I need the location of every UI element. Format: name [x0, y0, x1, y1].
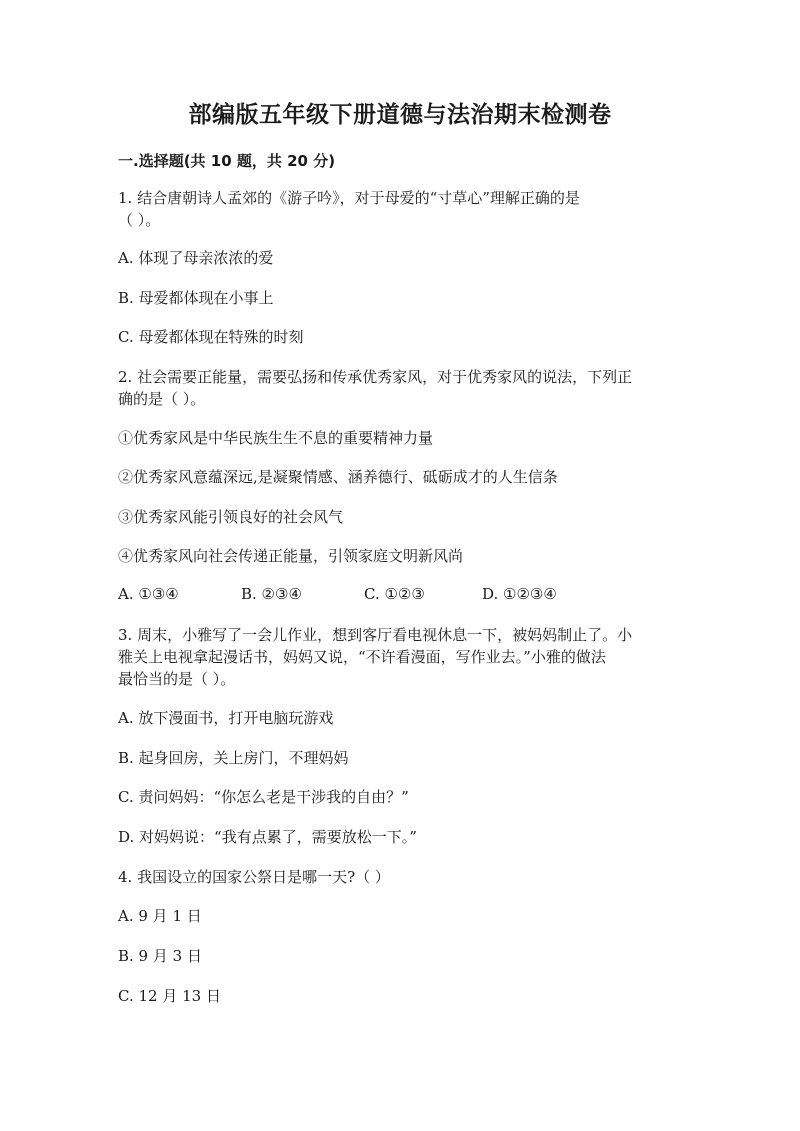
question-2-statement-1: ①优秀家风是中华民族生生不息的重要精神力量 — [118, 429, 434, 447]
question-3-stem-line-3: 最恰当的是（ ）。 — [118, 670, 236, 688]
question-4-option-b: B. 9 月 3 日 — [118, 947, 202, 965]
question-1-stem-line-1: 1. 结合唐朝诗人孟郊的《游子吟》，对于母爱的“寸草心”理解正确的是 — [118, 189, 580, 207]
question-3-option-b: B. 起身回房，关上房门，不理妈妈 — [118, 749, 349, 767]
question-3-option-a: A. 放下漫面书，打开电脑玩游戏 — [118, 709, 334, 727]
question-2-option-d: D. ①②③④ — [482, 585, 557, 603]
question-2-stem-line-2: 确的是（ ）。 — [118, 390, 206, 408]
question-2-statement-3: ③优秀家风能引领良好的社会风气 — [118, 508, 344, 526]
question-2-option-b: B. ②③④ — [241, 585, 302, 603]
question-1-option-a: A. 体现了母亲浓浓的爱 — [118, 249, 274, 267]
question-2-options-row — [118, 585, 688, 607]
question-2-statement-4: ④优秀家风向社会传递正能量，引领家庭文明新风尚 — [118, 547, 464, 565]
question-2-stem-line-1: 2. 社会需要正能量，需要弘扬和传承优秀家风，对于优秀家风的说法，下列正 — [118, 368, 633, 386]
section-heading: 一.选择题(共 10 题，共 20 分) — [118, 152, 336, 170]
question-1-option-b: B. 母爱都体现在小事上 — [118, 289, 274, 307]
question-2-statement-2: ②优秀家风意蕴深远,是凝聚情感、涵养德行、砥砺成才的人生信条 — [118, 468, 558, 486]
question-4-option-a: A. 9 月 1 日 — [118, 907, 202, 925]
page-title: 部编版五年级下册道德与法治期末检测卷 — [188, 102, 612, 128]
question-1-option-c: C. 母爱都体现在特殊的时刻 — [118, 328, 304, 346]
question-3-option-c: C. 责问妈妈：“你怎么老是干涉我的自由？” — [118, 788, 409, 806]
question-2-option-a: A. ①③④ — [118, 585, 179, 603]
question-1-stem-line-2: （ ）。 — [118, 211, 161, 229]
question-3-stem-line-1: 3. 周末，小雅写了一会儿作业，想到客厅看电视休息一下，被妈妈制止了。小 — [118, 626, 633, 644]
question-4-option-c: C. 12 月 13 日 — [118, 987, 221, 1005]
question-3-stem-line-2: 雅关上电视拿起漫话书，妈妈又说，“不许看漫面，写作业去。”小雅的做法 — [118, 648, 606, 666]
question-3-option-d: D. 对妈妈说：“我有点累了，需要放松一下。” — [118, 828, 417, 846]
question-4-stem-line-1: 4. 我国设立的国家公祭日是哪一天?（ ） — [118, 868, 390, 886]
question-2-option-c: C. ①②③ — [364, 585, 425, 603]
